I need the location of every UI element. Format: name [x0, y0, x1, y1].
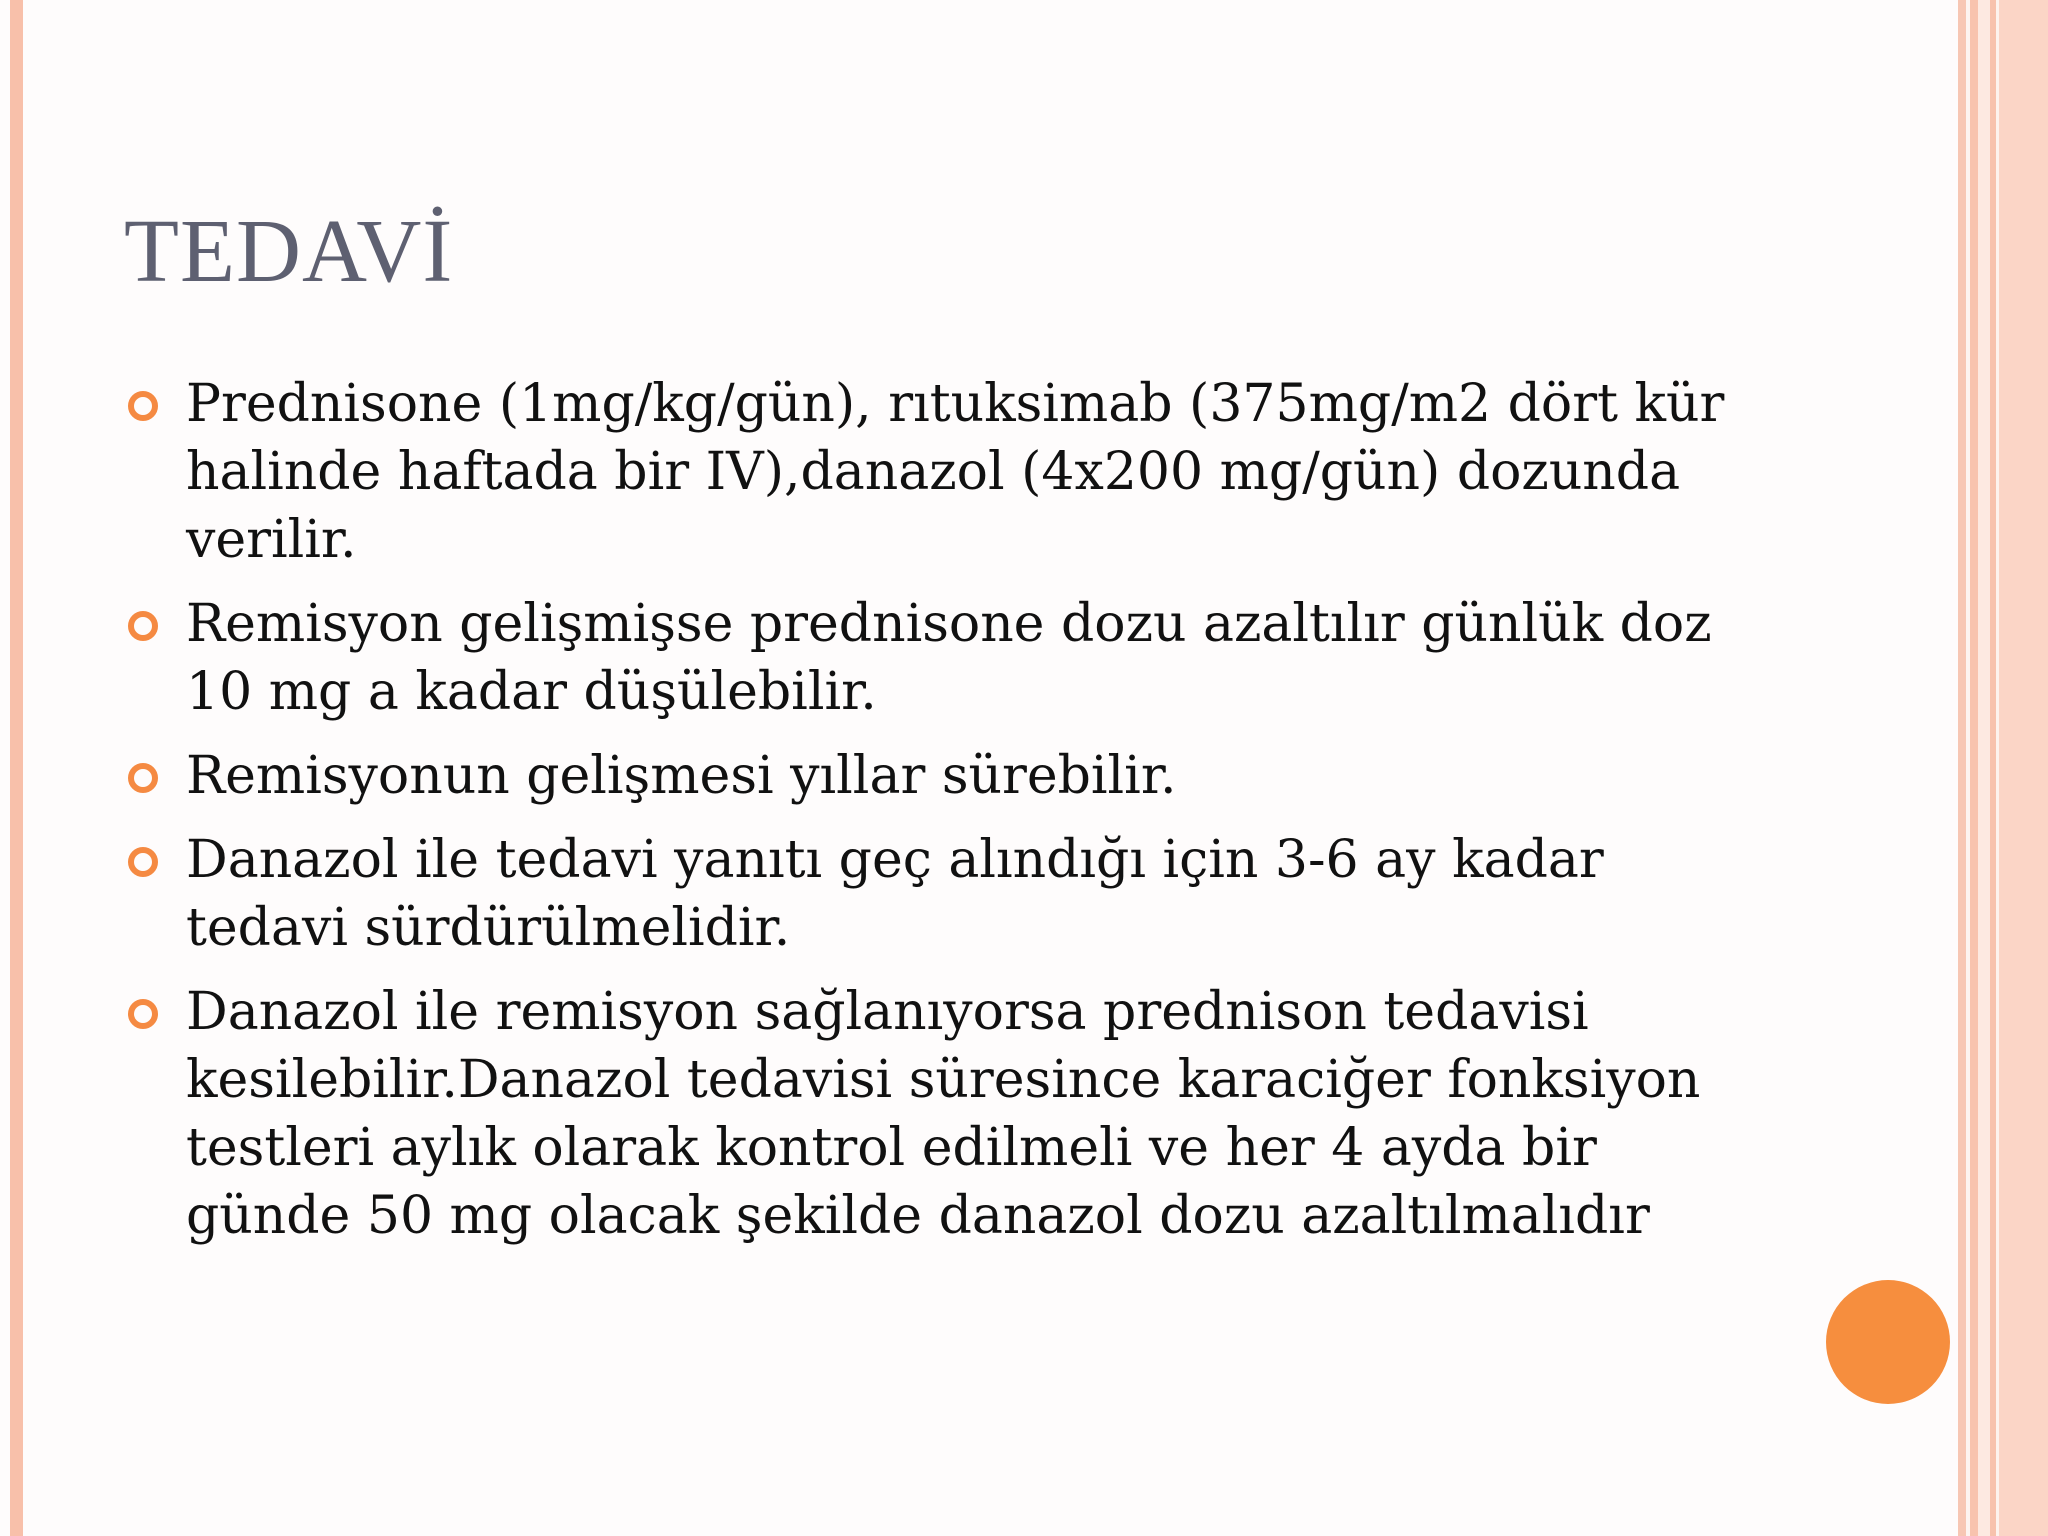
bullet-list: [0, 370, 1800, 1266]
bullet-item-3: [0, 742, 1746, 810]
ring-bullet-icon: [128, 611, 158, 641]
ring-bullet-icon: [128, 763, 158, 793]
ring-bullet-icon: [128, 999, 158, 1029]
bullet-item-2: [0, 590, 1746, 726]
bullet-item-1: [0, 370, 1746, 574]
bullet-text: Danazol ile remisyon sağlanıyorsa prednison tedavisi kesilebilir.Danazol tedavisi süresince karaciğer fonksiyon testleri aylık olarak kontrol edilmeli ve her 4 ayda bir günde 50 mg olacak şekilde danazol dozu azaltılmalıdır: [186, 982, 1701, 1246]
right-border-stripe: [1958, 0, 1966, 1536]
bullet-item-5: [0, 978, 1746, 1250]
bullet-text: Prednisone (1mg/kg/gün), rıtuksimab (375mg/m2 dört kür halinde haftada bir IV),danazol (4x200 mg/gün) dozunda verilir.: [186, 374, 1725, 570]
bullet-text: Remisyonun gelişmesi yıllar sürebilir.: [186, 746, 1177, 806]
bullet-text: Remisyon gelişmişse prednisone dozu azaltılır günlük doz 10 mg a kadar düşülebilir.: [186, 594, 1712, 722]
right-border-stripe: [1978, 0, 1990, 1536]
right-border-stripe: [1999, 0, 2048, 1536]
slide-title: TEDAVİ: [124, 202, 454, 301]
bullet-item-4: [0, 826, 1746, 962]
orange-circle-icon: [1826, 1280, 1950, 1404]
ring-bullet-icon: [128, 847, 158, 877]
right-border-stripe: [1970, 0, 1978, 1536]
ring-bullet-icon: [128, 391, 158, 421]
bullet-text: Danazol ile tedavi yanıtı geç alındığı için 3-6 ay kadar tedavi sürdürülmelidir.: [186, 830, 1604, 958]
